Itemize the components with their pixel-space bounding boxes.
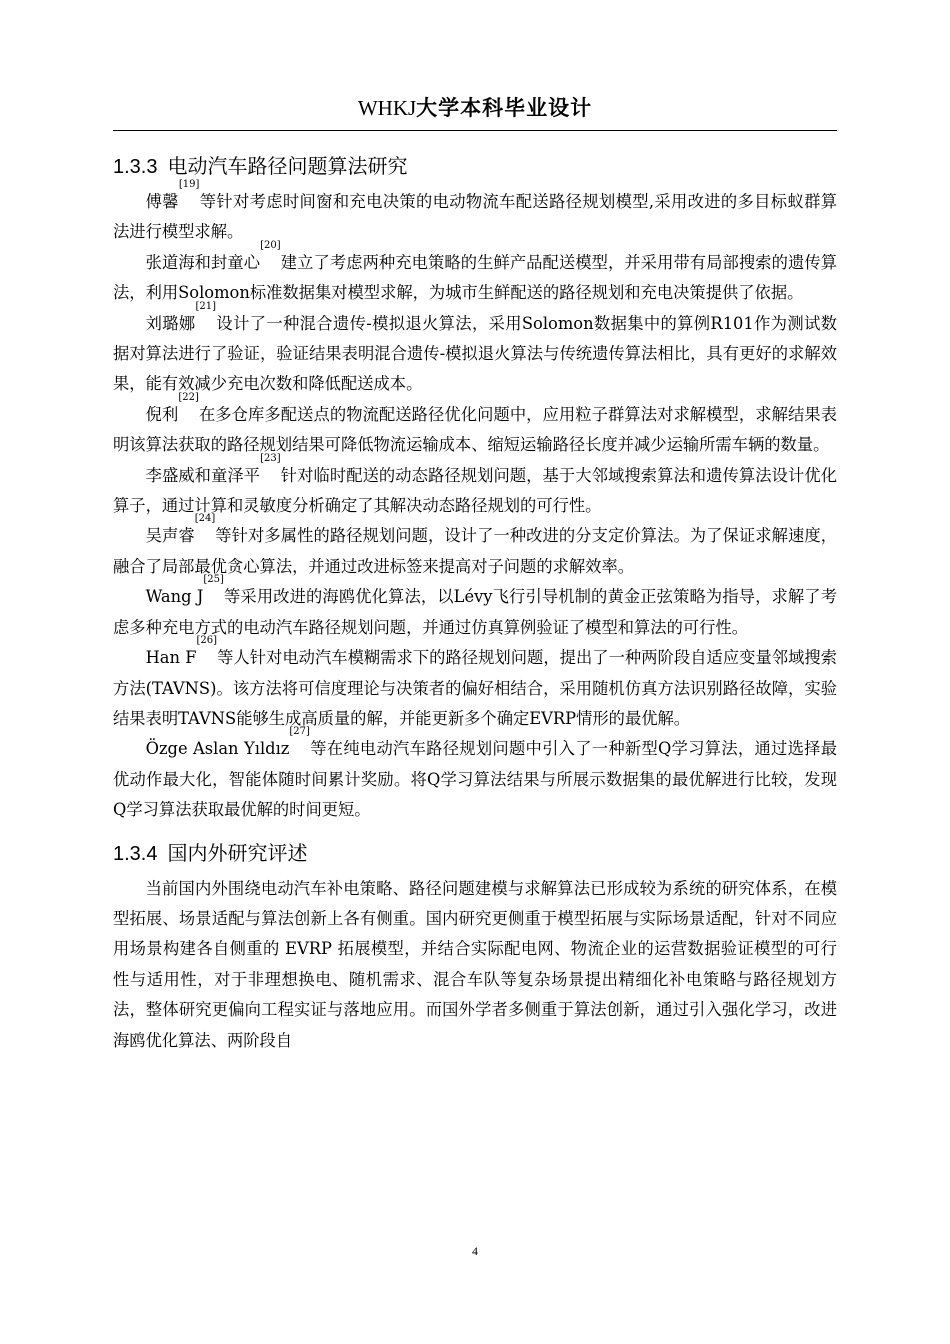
paragraph-text: 傅馨 [145,192,179,211]
citation-ref: [23] [260,452,281,464]
paragraph-text: 张道海和封童心 [145,252,261,272]
citation-ref: [27] [289,726,310,738]
paragraph [113,179,837,248]
citation-ref: [25] [203,574,224,586]
citation-ref: [21] [195,300,217,312]
page-header [113,92,837,130]
citation-ref: [22] [178,391,199,403]
header-divider [113,130,837,131]
paragraph-text: 设计了一种混合遗传-模拟退火算法，采用Solomon数据集中的算例R101作为测试数据对算法进行了验证，验证结果表明混合遗传-模拟退火算法与传统遗传算法相比，具有更好的求解效果，能有效减少充电次数和降低配送成本。 [113,313,837,394]
paragraph-text: 等人针对电动汽车模糊需求下的路径规划问题，提出了一种两阶段自适应变量邻域搜索方法(TAVNS)。该方法将可信度理论与决策者的偏好相结合，采用随机仿真方法识别路径故障，实验结果表明TAVNS能够生成高质量的解，并能更新多个确定EVRP情形的最优解。 [113,648,837,728]
paragraph-text: 针对临时配送的动态路径规划问题，基于大邻域搜索算法和遗传算法设计优化算子，通过计算和灵敏度分析确定了其解决动态路径规划的可行性。 [113,465,837,516]
section-title: 国内外研究评述 [167,840,308,865]
section-number: 1.3.4 [113,842,158,865]
paragraph-text: Özge Aslan Yıldız [145,739,290,759]
paragraph [113,391,837,461]
paragraph-text: Han F [145,648,197,668]
citation-ref: [19] [178,179,200,190]
citation-ref: [24] [194,513,216,525]
paragraph-text: 倪利 [145,404,179,424]
section-title: 电动汽车路径问题算法研究 [167,154,408,178]
citation-ref: [26] [196,635,218,647]
paragraph-text: 刘璐娜 [145,313,196,333]
paragraph-text: 等针对考虑时间窗和充电决策的电动物流车配送路径规划模型,采用改进的多目标蚁群算法进行模型求解。 [113,192,837,242]
paragraph [113,452,837,525]
paragraph-text: 等针对多属性的路径规划问题，设计了一种改进的分支定价算法。为了保证求解速度，融合了局部最优贪心算法，并通过改进标签来提高对子问题的求解效率。 [113,526,837,576]
paragraph-text: 李盛威和童泽平 [145,465,261,485]
paragraph-text: 当前国内外围绕电动汽车补电策略、路径问题建模与求解算法已形成较为系统的研究体系，在模型拓展、场景适配与算法创新上各有侧重。国内研究更侧重于模型拓展与实际场景适配，针对不同应用场景构建各自侧重的 EVRP 拓展模型，并结合实际配电网、物流企业的运营数据验证模型的可行性与适用性，对于非理想换电、随机需求、混合车队等复杂场景提出精细化补电策略与路径规划方法，整体研究更偏向工程实证与落地应用。而国外学者多侧重于算法创新，通过引入强化学习，改进海鸥优化算法、两阶段自 [113,878,837,1050]
section-number: 1.3.3 [113,156,158,178]
paragraph [113,635,837,734]
section-heading [113,832,837,874]
header-title: 大学本科毕业设计 [416,95,593,120]
paragraph [113,300,837,400]
paragraph-text: 在多仓库多配送点的物流配送路径优化问题中，应用粒子群算法对求解模型，求解结果表明该算法获取的路径规划结果可降低物流运输成本、缩短运输路径长度并减少运输所需车辆的数量。 [113,404,837,455]
citation-ref: [20] [260,239,281,251]
paragraph-text: 吴声睿 [145,526,195,546]
header-latin: WHKJ [357,96,417,120]
section-heading [113,145,837,187]
paragraph-text: 等采用改进的海鸥优化算法，以Lévy飞行引导机制的黄金正弦策略为指导，求解了考虑多种充电方式的电动汽车路径规划问题，并通过仿真算例验证了模型和算法的可行性。 [113,587,837,637]
paragraph-text: Wang J [145,587,204,607]
paragraph [113,726,837,825]
page-number: 4 [472,1244,478,1258]
paragraph-text: 等在纯电动汽车路径规划问题中引入了一种新型Q学习算法，通过选择最优动作最大化，智能体随时间累计奖励。将Q学习算法结果与所展示数据集的最优解进行比较，发现Q学习算法获取最优解的时间更短。 [113,739,837,820]
paragraph [113,874,837,1056]
paragraph-text: 建立了考虑两种充电策略的生鲜产品配送模型，并采用带有局部搜索的遗传算法，利用Solomon标准数据集对模型求解，为城市生鲜配送的路径规划和充电决策提供了依据。 [113,252,837,303]
paragraph [113,574,837,643]
paragraph [113,239,837,309]
document-body [113,145,837,1056]
